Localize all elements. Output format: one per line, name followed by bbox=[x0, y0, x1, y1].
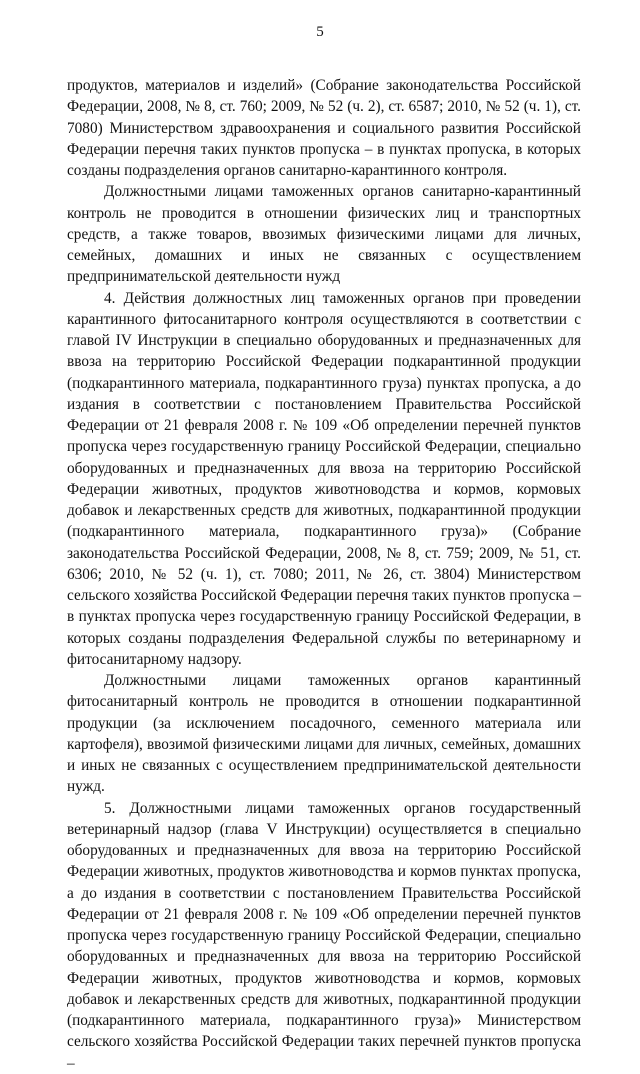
paragraph-item-5: 5. Должностными лицами таможенных органов государственный ветеринарный надзор (глава V Инструкции) осуществляется в специально оборудованных и предназначенных для ввоза на территорию Российской Федерации животных, продуктов животноводства и кормов пунктах пропуска, а до издания в соответствии с постановлением Правительства Российской Федерации от 21 февраля 2008 г. № 109 «Об определении перечней пунктов пропуска через государственную границу Российской Федерации, специально оборудованных и предназначенных для ввоза на территорию Российской Федерации животных, продуктов животноводства и кормов, кормовых добавок и лекарственных средств для животных, подкарантинной продукции (подкарантинного материала, подкарантинного груза)» Министерством сельского хозяйства Российской Федерации таких перечней пунктов пропуска – bbox=[67, 799, 581, 1072]
paragraph-item-4: 4. Действия должностных лиц таможенных органов при проведении карантинного фитосанитарного контроля осуществляются в соответствии с главой IV Инструкции в специально оборудованных и предназначенных для ввоза на территорию Российской Федерации подкарантинной продукции (подкарантинного материала, подкарантинного груза) пунктах пропуска, а до издания в соответствии с постановлением Правительства Российской Федерации от 21 февраля 2008 г. № 109 «Об определении перечней пунктов пропуска через государственную границу Российской Федерации, специально оборудованных и предназначенных для ввоза на территорию Российской Федерации животных, продуктов животноводства и кормов, кормовых добавок и лекарственных средств для животных, подкарантинной продукции (подкарантинного материала, подкарантинного груза)» (Собрание законодательства Российской Федерации, 2008, № 8, ст. 759; 2009, № 51, ст. 6306; 2010, № 52 (ч. 1), ст. 7080; 2011, № 26, ст. 3804) Министерством сельского хозяйства Российской Федерации перечня таких пунктов пропуска – в пунктах пропуска через государственную границу Российской Федерации, в которых созданы подразделения Федеральной службы по ветеринарному и фитосанитарному надзору. bbox=[67, 289, 581, 668]
body-text bbox=[67, 75, 581, 1074]
page-number: 5 bbox=[316, 24, 324, 40]
paragraph-phytosanitary-control: Должностными лицами таможенных органов карантинный фитосанитарный контроль не проводится в отношении подкарантинной продукции (за исключением посадочного, семенного материала или картофеля), ввозимой физическими лицами для личных, семейных, домашних и иных не связанных с осуществлением предпринимательской деятельности нужд. bbox=[67, 672, 581, 796]
paragraph-continuation: продуктов, материалов и изделий» (Собрание законодательства Российской Федерации, 2008, № 8, ст. 760; 2009, № 52 (ч. 2), ст. 6587; 2010, № 52 (ч. 1), ст. 7080) Министерством здравоохранения и социального развития Российской Федерации перечня таких пунктов пропуска – в пунктах пропуска, в которых созданы подразделения органов санитарно-карантинного контроля. bbox=[67, 77, 581, 179]
paragraph-sanitary-control: Должностными лицами таможенных органов санитарно-карантинный контроль не проводится в отношении физических лиц и транспортных средств, а также товаров, ввозимых физическими лицами для личных, семейных, домашних и иных не связанных с осуществлением предпринимательской деятельности нужд bbox=[67, 183, 581, 286]
